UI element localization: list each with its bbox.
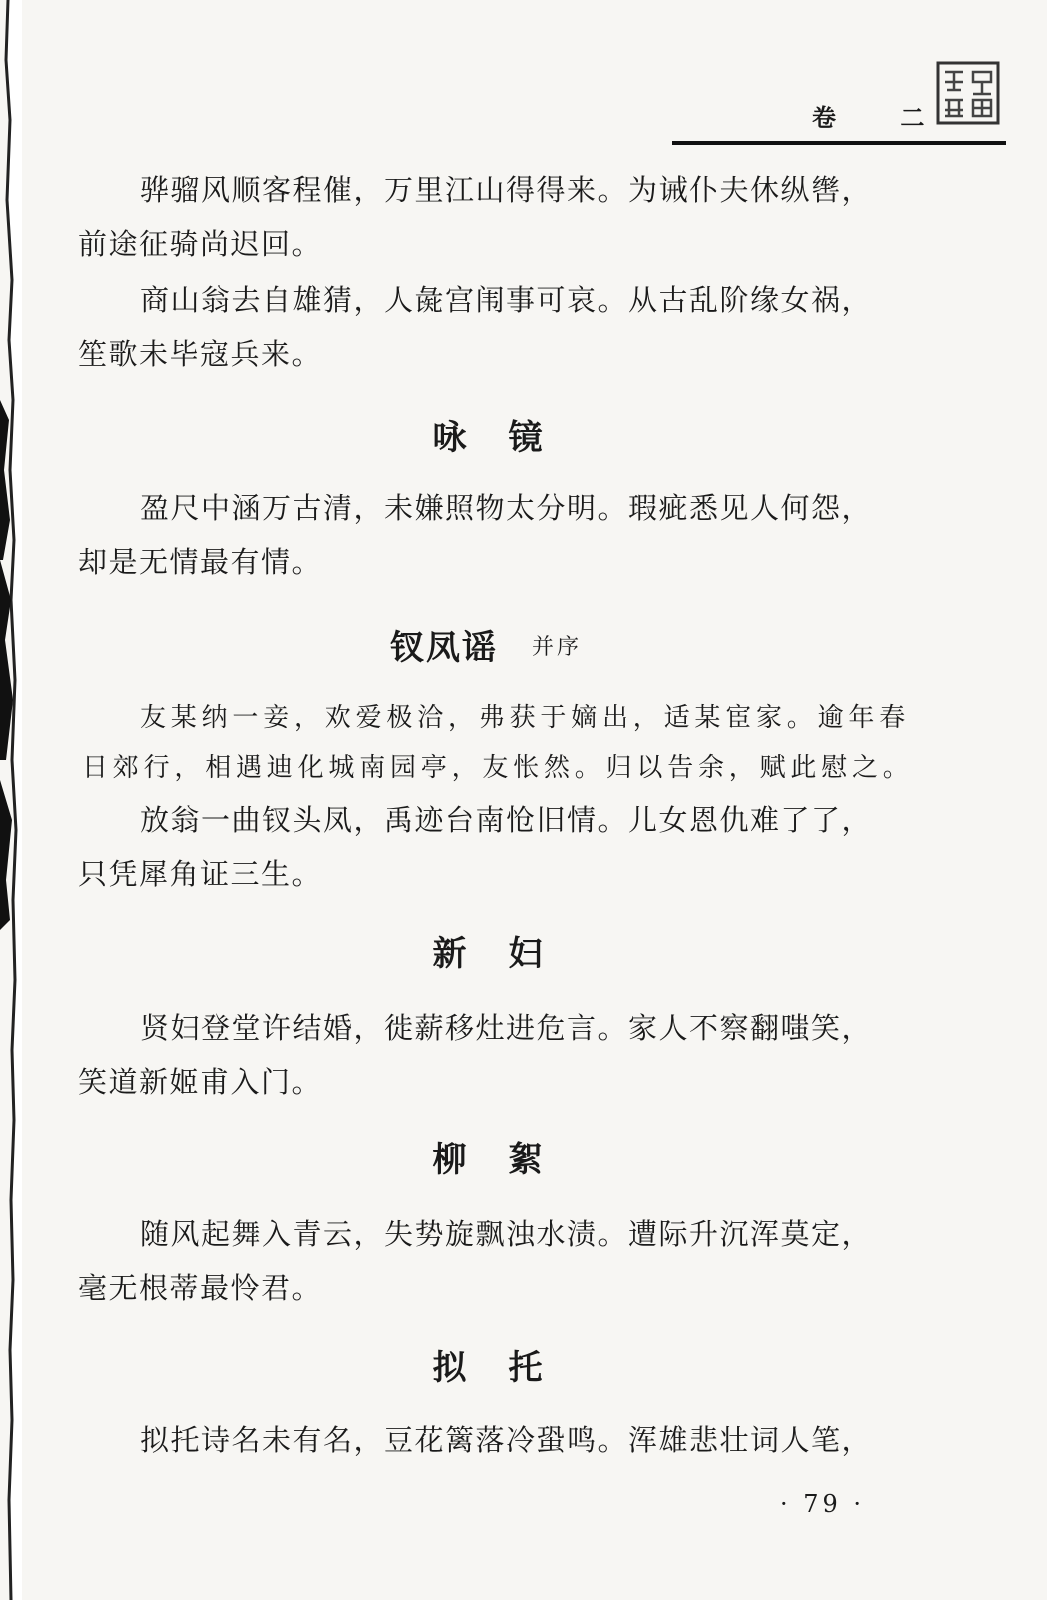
running-head: 卷 二 <box>812 104 953 132</box>
verse-line: 毫无根蒂最怜君。 <box>78 1271 323 1305</box>
verse-line: 笑道新姬甫入门。 <box>78 1065 323 1099</box>
verse-line: 骅骝风顺客程催，万里江山得得来。为诫仆夫休纵辔， <box>140 173 873 207</box>
verse-line: 商山翁去自雄猜，人彘宫闱事可哀。从古乱阶缘女祸， <box>140 283 873 317</box>
verse-line: 笙歌未毕寇兵来。 <box>78 337 323 371</box>
verse-line: 放翁一曲钗头凤，禹迹台南怆旧情。儿女恩仇难了了， <box>140 803 873 837</box>
verse-line: 前途征骑尚迟回。 <box>78 227 323 261</box>
verse-line: 盈尺中涵万古清，未嫌照物太分明。瑕疵悉见人何怨， <box>140 491 873 525</box>
title-note: 并序 <box>532 635 583 660</box>
poem-title: 柳絮 <box>432 1140 585 1180</box>
verse-line: 贤妇登堂许结婚，徙薪移灶进危言。家人不察翻嗤笑， <box>140 1011 873 1045</box>
seal-stamp-icon <box>935 60 1001 126</box>
preface-line: 日郊行，相遇迪化城南园亭，友怅然。归以告余，赋此慰之。 <box>82 753 914 783</box>
poem-title: 新妇 <box>432 934 585 974</box>
verse-line: 随风起舞入青云，失势旋飘浊水渍。遭际升沉浑莫定， <box>140 1217 873 1251</box>
verse-line: 只凭犀角证三生。 <box>78 857 323 891</box>
poem-title: 钗凤谣 <box>390 628 498 668</box>
preface-line: 友某纳一妾，欢爱极洽，弗获于嫡出，适某宦家。逾年春 <box>140 703 911 733</box>
page-number: · 79 · <box>780 1490 866 1518</box>
verse-line: 拟托诗名未有名，豆花篱落冷蛩鸣。浑雄悲壮词人笔， <box>140 1423 873 1457</box>
header-rule <box>672 141 1006 145</box>
verse-line: 却是无情最有情。 <box>78 545 323 579</box>
poem-title: 拟托 <box>432 1348 585 1388</box>
poem-title: 咏镜 <box>432 418 585 458</box>
